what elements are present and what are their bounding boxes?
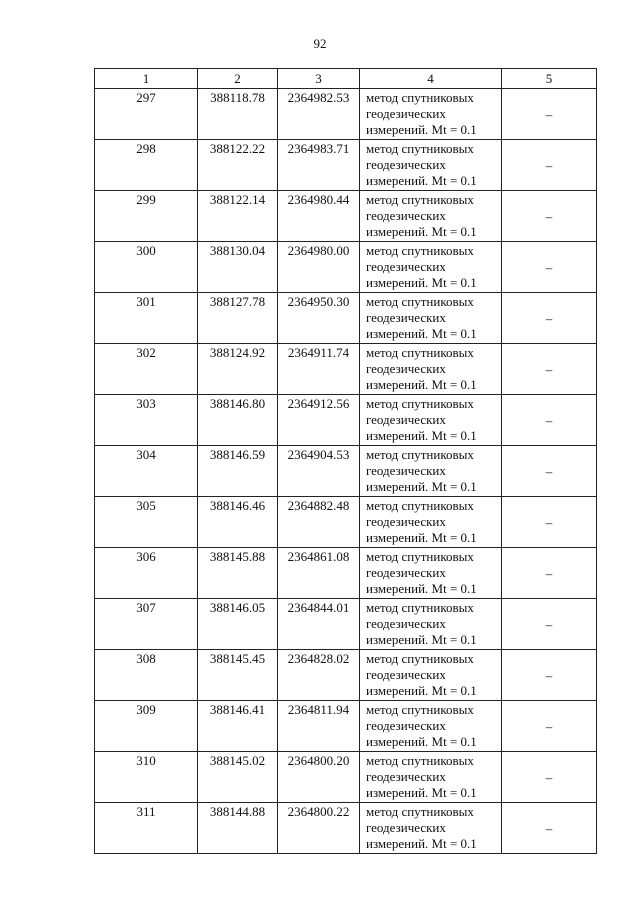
method-line: геодезических: [366, 718, 446, 733]
method-line: измерений. Mt = 0.1: [366, 377, 477, 392]
x-coordinate-cell: 388122.22: [198, 140, 278, 191]
note-cell: –: [502, 752, 597, 803]
page-number: 92: [313, 36, 327, 51]
method-cell: [360, 497, 502, 548]
method-line: метод спутниковых: [366, 804, 474, 819]
table-row: [95, 701, 597, 752]
x-coordinate-cell: 388145.02: [198, 752, 278, 803]
table-row: [95, 446, 597, 497]
method-line: измерений. Mt = 0.1: [366, 581, 477, 596]
table-body: [95, 89, 597, 854]
method-line: геодезических: [366, 361, 446, 376]
x-coordinate-cell: 388145.88: [198, 548, 278, 599]
column-header-1: 1: [95, 69, 198, 89]
method-line: геодезических: [366, 667, 446, 682]
column-header-5: 5: [502, 69, 597, 89]
method-line: метод спутниковых: [366, 192, 474, 207]
table-row: [95, 89, 597, 140]
table-row: [95, 395, 597, 446]
method-line: измерений. Mt = 0.1: [366, 785, 477, 800]
method-line: геодезических: [366, 208, 446, 223]
method-cell: [360, 191, 502, 242]
column-header-3: 3: [278, 69, 360, 89]
table-row: [95, 497, 597, 548]
note-cell: –: [502, 548, 597, 599]
method-line: геодезических: [366, 820, 446, 835]
method-line: измерений. Mt = 0.1: [366, 326, 477, 341]
method-line: измерений. Mt = 0.1: [366, 836, 477, 851]
method-line: геодезических: [366, 514, 446, 529]
note-cell: –: [502, 701, 597, 752]
method-line: измерений. Mt = 0.1: [366, 479, 477, 494]
table-row: [95, 803, 597, 854]
method-line: метод спутниковых: [366, 651, 474, 666]
point-number-cell: 309: [95, 701, 198, 752]
table-row: [95, 599, 597, 650]
y-coordinate-cell: 2364861.08: [278, 548, 360, 599]
y-coordinate-cell: 2364980.44: [278, 191, 360, 242]
point-number-cell: 311: [95, 803, 198, 854]
x-coordinate-cell: 388146.46: [198, 497, 278, 548]
x-coordinate-cell: 388146.59: [198, 446, 278, 497]
table-row: [95, 242, 597, 293]
method-line: метод спутниковых: [366, 498, 474, 513]
note-cell: –: [502, 344, 597, 395]
method-cell: [360, 701, 502, 752]
method-line: метод спутниковых: [366, 549, 474, 564]
point-number-cell: 299: [95, 191, 198, 242]
note-cell: –: [502, 599, 597, 650]
note-cell: –: [502, 140, 597, 191]
x-coordinate-cell: 388118.78: [198, 89, 278, 140]
method-line: метод спутниковых: [366, 396, 474, 411]
method-line: метод спутниковых: [366, 447, 474, 462]
y-coordinate-cell: 2364828.02: [278, 650, 360, 701]
point-number-cell: 297: [95, 89, 198, 140]
table-row: [95, 752, 597, 803]
note-cell: –: [502, 497, 597, 548]
x-coordinate-cell: 388122.14: [198, 191, 278, 242]
method-line: геодезических: [366, 463, 446, 478]
y-coordinate-cell: 2364982.53: [278, 89, 360, 140]
note-cell: –: [502, 803, 597, 854]
y-coordinate-cell: 2364844.01: [278, 599, 360, 650]
note-cell: –: [502, 395, 597, 446]
x-coordinate-cell: 388127.78: [198, 293, 278, 344]
method-line: измерений. Mt = 0.1: [366, 632, 477, 647]
note-cell: –: [502, 191, 597, 242]
y-coordinate-cell: 2364980.00: [278, 242, 360, 293]
method-line: геодезических: [366, 310, 446, 325]
method-line: измерений. Mt = 0.1: [366, 530, 477, 545]
point-number-cell: 301: [95, 293, 198, 344]
column-header-2: 2: [198, 69, 278, 89]
method-line: метод спутниковых: [366, 753, 474, 768]
point-number-cell: 304: [95, 446, 198, 497]
method-line: метод спутниковых: [366, 600, 474, 615]
y-coordinate-cell: 2364800.20: [278, 752, 360, 803]
method-cell: [360, 242, 502, 293]
table-row: [95, 191, 597, 242]
point-number-cell: 302: [95, 344, 198, 395]
note-cell: –: [502, 293, 597, 344]
note-cell: –: [502, 89, 597, 140]
table-row: [95, 650, 597, 701]
method-line: измерений. Mt = 0.1: [366, 428, 477, 443]
note-cell: –: [502, 242, 597, 293]
point-number-cell: 310: [95, 752, 198, 803]
x-coordinate-cell: 388124.92: [198, 344, 278, 395]
method-line: измерений. Mt = 0.1: [366, 683, 477, 698]
column-header-4: 4: [360, 69, 502, 89]
method-line: метод спутниковых: [366, 243, 474, 258]
x-coordinate-cell: 388130.04: [198, 242, 278, 293]
x-coordinate-cell: 388146.05: [198, 599, 278, 650]
table-header-row: [95, 69, 597, 89]
method-cell: [360, 548, 502, 599]
method-line: метод спутниковых: [366, 702, 474, 717]
x-coordinate-cell: 388145.45: [198, 650, 278, 701]
method-line: метод спутниковых: [366, 90, 474, 105]
method-line: измерений. Mt = 0.1: [366, 173, 477, 188]
method-cell: [360, 752, 502, 803]
y-coordinate-cell: 2364811.94: [278, 701, 360, 752]
y-coordinate-cell: 2364904.53: [278, 446, 360, 497]
point-number-cell: 307: [95, 599, 198, 650]
method-line: геодезических: [366, 769, 446, 784]
method-line: измерений. Mt = 0.1: [366, 122, 477, 137]
y-coordinate-cell: 2364800.22: [278, 803, 360, 854]
point-number-cell: 300: [95, 242, 198, 293]
method-cell: [360, 89, 502, 140]
method-cell: [360, 803, 502, 854]
method-cell: [360, 293, 502, 344]
point-number-cell: 303: [95, 395, 198, 446]
method-line: геодезических: [366, 106, 446, 121]
x-coordinate-cell: 388146.80: [198, 395, 278, 446]
method-line: измерений. Mt = 0.1: [366, 734, 477, 749]
method-line: геодезических: [366, 157, 446, 172]
table-row: [95, 344, 597, 395]
x-coordinate-cell: 388146.41: [198, 701, 278, 752]
method-cell: [360, 395, 502, 446]
y-coordinate-cell: 2364911.74: [278, 344, 360, 395]
table-row: [95, 293, 597, 344]
table-row: [95, 548, 597, 599]
method-cell: [360, 140, 502, 191]
y-coordinate-cell: 2364882.48: [278, 497, 360, 548]
point-number-cell: 306: [95, 548, 198, 599]
method-line: измерений. Mt = 0.1: [366, 275, 477, 290]
method-cell: [360, 650, 502, 701]
point-number-cell: 305: [95, 497, 198, 548]
method-cell: [360, 446, 502, 497]
coordinates-table: [94, 68, 597, 854]
method-line: метод спутниковых: [366, 345, 474, 360]
y-coordinate-cell: 2364950.30: [278, 293, 360, 344]
method-line: метод спутниковых: [366, 294, 474, 309]
method-cell: [360, 599, 502, 650]
method-line: геодезических: [366, 259, 446, 274]
y-coordinate-cell: 2364912.56: [278, 395, 360, 446]
table-row: [95, 140, 597, 191]
method-line: геодезических: [366, 412, 446, 427]
note-cell: –: [502, 446, 597, 497]
point-number-cell: 298: [95, 140, 198, 191]
x-coordinate-cell: 388144.88: [198, 803, 278, 854]
y-coordinate-cell: 2364983.71: [278, 140, 360, 191]
method-line: метод спутниковых: [366, 141, 474, 156]
note-cell: –: [502, 650, 597, 701]
method-line: измерений. Mt = 0.1: [366, 224, 477, 239]
method-cell: [360, 344, 502, 395]
method-line: геодезических: [366, 616, 446, 631]
point-number-cell: 308: [95, 650, 198, 701]
method-line: геодезических: [366, 565, 446, 580]
